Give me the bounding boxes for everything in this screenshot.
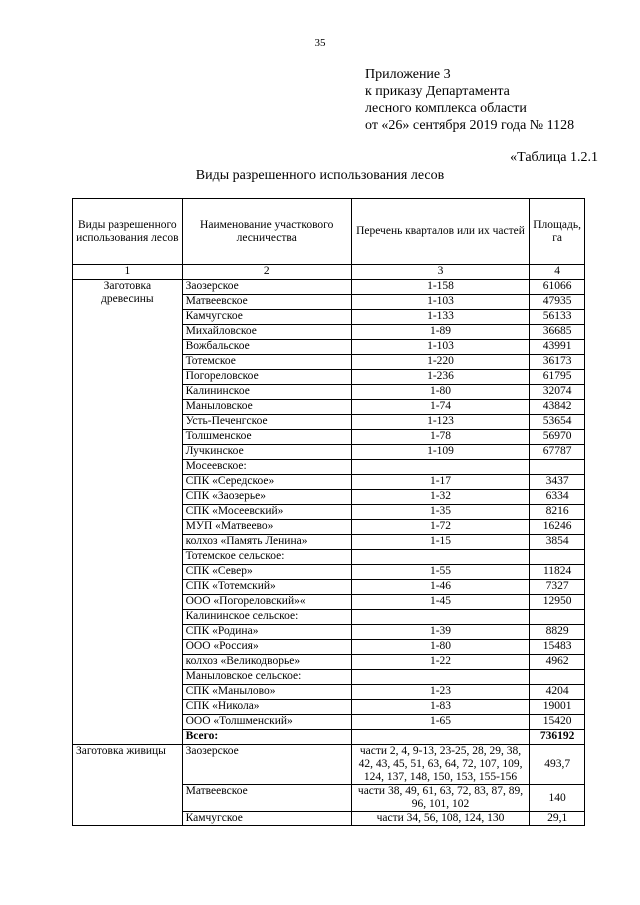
area-value: 15483 — [530, 640, 585, 655]
quarters-range: 1-46 — [351, 580, 529, 595]
col-number: 3 — [351, 265, 529, 280]
header-quarters: Перечень кварталов или их частей — [351, 199, 529, 265]
district-name: Калининское сельское: — [182, 610, 351, 625]
quarters-range: 1-109 — [351, 445, 529, 460]
area-value: 19001 — [530, 700, 585, 715]
district-name: Калининское — [182, 385, 351, 400]
district-name: Тотемское сельское: — [182, 550, 351, 565]
quarters-range: 1-83 — [351, 700, 529, 715]
district-name: Усть-Печенгское — [182, 415, 351, 430]
area-value: 61066 — [530, 280, 585, 295]
area-value: 67787 — [530, 445, 585, 460]
area-value: 36173 — [530, 355, 585, 370]
quarters-range: 1-65 — [351, 715, 529, 730]
page-title: Виды разрешенного использования лесов — [195, 168, 445, 183]
area-value: 47935 — [530, 295, 585, 310]
forest-use-table — [72, 198, 585, 826]
district-name: Погореловское — [182, 370, 351, 385]
quarters-range: 1-123 — [351, 415, 529, 430]
area-value: 140 — [530, 785, 585, 812]
area-value: 36685 — [530, 325, 585, 340]
area-value: 12950 — [530, 595, 585, 610]
district-name: Михайловское — [182, 325, 351, 340]
district-name: СПК «Север» — [182, 565, 351, 580]
quarters-range: 1-35 — [351, 505, 529, 520]
col-number: 1 — [73, 265, 183, 280]
area-value: 3854 — [530, 535, 585, 550]
appendix-line-3: лесного комплекса области — [365, 101, 527, 116]
area-value — [530, 550, 585, 565]
quarters-range: 1-32 — [351, 490, 529, 505]
col-number: 2 — [182, 265, 351, 280]
district-name: Заозерское — [182, 280, 351, 295]
header-use-type: Виды разрешенного использования лесов — [73, 199, 183, 265]
quarters-range: 1-158 — [351, 280, 529, 295]
area-value: 6334 — [530, 490, 585, 505]
district-name: колхоз «Великодворье» — [182, 655, 351, 670]
district-name: СПК «Никола» — [182, 700, 351, 715]
quarters-range: 1-236 — [351, 370, 529, 385]
district-name: СПК «Мосеевский» — [182, 505, 351, 520]
district-name: колхоз «Память Ленина» — [182, 535, 351, 550]
area-value — [530, 460, 585, 475]
district-name: Заозерское — [182, 745, 351, 785]
quarters-range: 1-80 — [351, 385, 529, 400]
quarters-range: 1-15 — [351, 535, 529, 550]
area-value: 53654 — [530, 415, 585, 430]
appendix-line-4: от «26» сентября 2019 года № 1128 — [365, 118, 575, 133]
district-name: Камчугское — [182, 310, 351, 325]
district-name: СПК «Заозерье» — [182, 490, 351, 505]
use-type-label: Заготовка живицы — [73, 745, 183, 826]
district-name: МУП «Матвеево» — [182, 520, 351, 535]
district-name: СПК «Манылово» — [182, 685, 351, 700]
quarters-range: 1-55 — [351, 565, 529, 580]
header-area: Площадь, га — [530, 199, 585, 265]
district-name: Мосеевское: — [182, 460, 351, 475]
quarters-range: 1-220 — [351, 355, 529, 370]
quarters-range: 1-103 — [351, 340, 529, 355]
quarters-range: 1-74 — [351, 400, 529, 415]
district-name: ООО «Россия» — [182, 640, 351, 655]
area-value: 16246 — [530, 520, 585, 535]
quarters-list: части 2, 4, 9-13, 23-25, 28, 29, 38, 42, 43, 45, 51, 63, 64, 72, 107, 109, 124, 137, 148, 150, 153, 155-156 — [351, 745, 529, 785]
total-empty — [351, 730, 529, 745]
district-name: Толшменское — [182, 430, 351, 445]
quarters-range: 1-133 — [351, 310, 529, 325]
district-name: Тотемское — [182, 355, 351, 370]
table-reference: «Таблица 1.2.1 — [510, 150, 598, 165]
area-value: 56133 — [530, 310, 585, 325]
area-value — [530, 670, 585, 685]
quarters-range: 1-78 — [351, 430, 529, 445]
table-row — [73, 280, 585, 295]
district-name: Матвеевское — [182, 295, 351, 310]
area-value: 4962 — [530, 655, 585, 670]
district-name: Маныловское — [182, 400, 351, 415]
district-name: Камчугское — [182, 812, 351, 826]
district-name: ООО «Толшменский» — [182, 715, 351, 730]
quarters-range — [351, 670, 529, 685]
quarters-range: 1-72 — [351, 520, 529, 535]
total-label: Всего: — [182, 730, 351, 745]
area-value: 4204 — [530, 685, 585, 700]
quarters-range: 1-80 — [351, 640, 529, 655]
quarters-range: 1-22 — [351, 655, 529, 670]
district-name: Маныловское сельское: — [182, 670, 351, 685]
area-value: 15420 — [530, 715, 585, 730]
area-value: 11824 — [530, 565, 585, 580]
quarters-range — [351, 610, 529, 625]
quarters-range: 1-17 — [351, 475, 529, 490]
quarters-range: 1-23 — [351, 685, 529, 700]
quarters-range: 1-39 — [351, 625, 529, 640]
appendix-line-2: к приказу Департамента — [365, 84, 510, 99]
area-value — [530, 610, 585, 625]
district-name: Лучкинское — [182, 445, 351, 460]
appendix-line-1: Приложение 3 — [365, 67, 451, 82]
area-value: 56970 — [530, 430, 585, 445]
area-value: 43842 — [530, 400, 585, 415]
quarters-range: 1-45 — [351, 595, 529, 610]
area-value: 493,7 — [530, 745, 585, 785]
quarters-range: 1-103 — [351, 295, 529, 310]
page-number: 35 — [314, 37, 326, 49]
district-name: Матвеевское — [182, 785, 351, 812]
table-row — [73, 745, 585, 785]
area-value: 8216 — [530, 505, 585, 520]
total-value: 736192 — [530, 730, 585, 745]
district-name: СПК «Родина» — [182, 625, 351, 640]
quarters-list: части 34, 56, 108, 124, 130 — [351, 812, 529, 826]
district-name: ООО «Погореловский»« — [182, 595, 351, 610]
area-value: 43991 — [530, 340, 585, 355]
appendix-block — [365, 66, 574, 134]
area-value: 3437 — [530, 475, 585, 490]
area-value: 29,1 — [530, 812, 585, 826]
quarters-range — [351, 550, 529, 565]
district-name: СПК «Середское» — [182, 475, 351, 490]
use-type-label: Заготовка древесины — [73, 280, 183, 745]
area-value: 61795 — [530, 370, 585, 385]
quarters-range: 1-89 — [351, 325, 529, 340]
quarters-range — [351, 460, 529, 475]
district-name: Вожбальское — [182, 340, 351, 355]
area-value: 32074 — [530, 385, 585, 400]
area-value: 8829 — [530, 625, 585, 640]
area-value: 7327 — [530, 580, 585, 595]
col-number: 4 — [530, 265, 585, 280]
district-name: СПК «Тотемский» — [182, 580, 351, 595]
header-district: Наименование участкового лесничества — [182, 199, 351, 265]
quarters-list: части 38, 49, 61, 63, 72, 83, 87, 89, 96, 101, 102 — [351, 785, 529, 812]
